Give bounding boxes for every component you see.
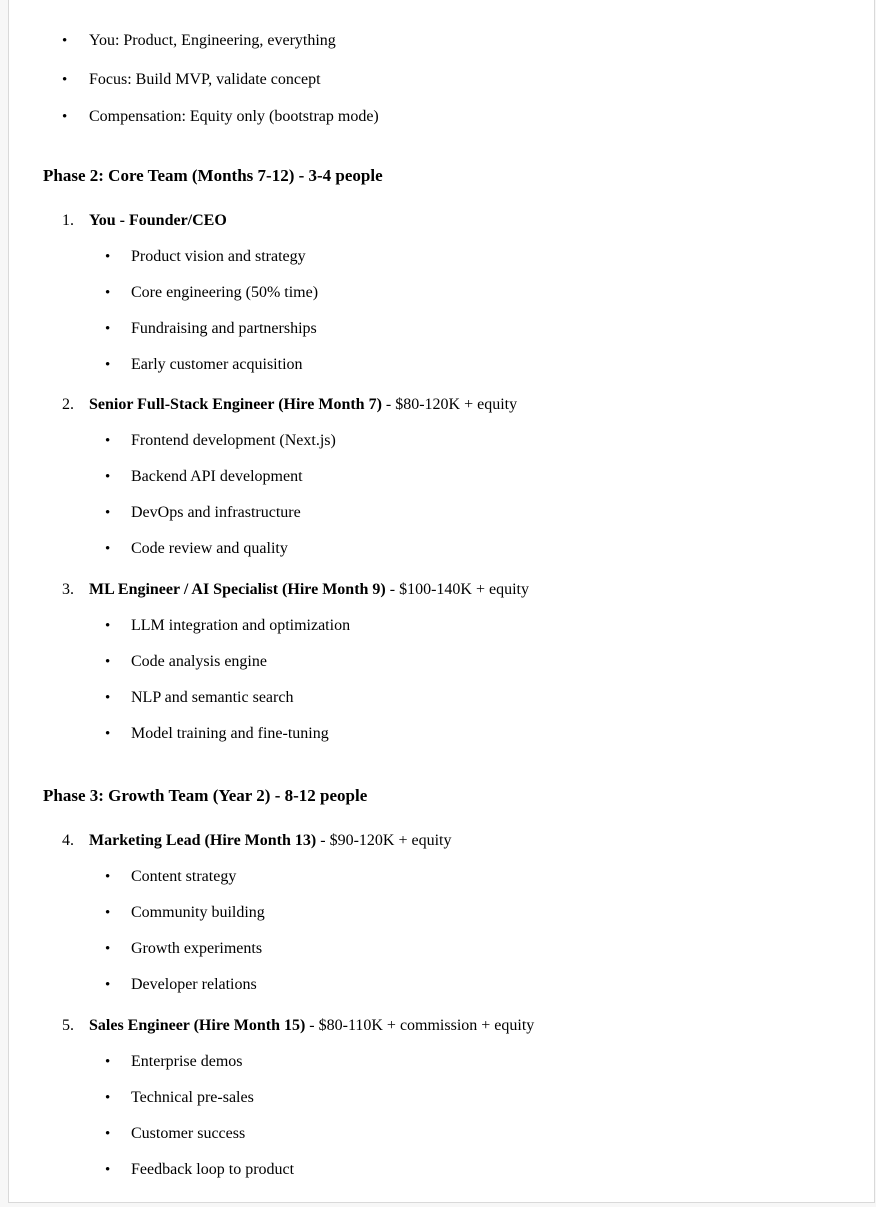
role-text bbox=[89, 211, 227, 231]
duty-item bbox=[9, 652, 874, 672]
duty-text: Code review and quality bbox=[131, 540, 288, 557]
duty-item bbox=[9, 1124, 874, 1144]
bullet-icon: • bbox=[105, 1054, 111, 1070]
duty-item bbox=[9, 867, 874, 887]
duty-text: Backend API development bbox=[131, 468, 303, 485]
duty-item bbox=[9, 903, 874, 923]
role-text bbox=[89, 831, 451, 851]
duty-text: Technical pre-sales bbox=[131, 1089, 254, 1106]
document-page[interactable] bbox=[8, 0, 875, 1203]
bullet-icon: • bbox=[105, 654, 111, 670]
bullet-icon: • bbox=[105, 1090, 111, 1106]
duty-text: Code analysis engine bbox=[131, 653, 267, 670]
bullet-icon: • bbox=[105, 433, 111, 449]
role-detail: - $80-120K + equity bbox=[381, 396, 518, 413]
bullet-icon: • bbox=[62, 109, 68, 125]
role-title: Marketing Lead (Hire Month 13) bbox=[89, 832, 317, 849]
role-title: Senior Full-Stack Engineer (Hire Month 7) bbox=[89, 396, 382, 413]
bullet-icon: • bbox=[105, 977, 111, 993]
duty-item bbox=[9, 503, 874, 523]
duty-text: DevOps and infrastructure bbox=[131, 504, 301, 521]
list-number: 1. bbox=[62, 212, 74, 229]
bullet-icon: • bbox=[105, 505, 111, 521]
intro-bullet-text: Compensation: Equity only (bootstrap mode) bbox=[89, 108, 379, 125]
role-title: You - Founder/CEO bbox=[89, 212, 227, 229]
role-title: ML Engineer / AI Specialist (Hire Month 9) bbox=[89, 581, 386, 598]
list-item bbox=[9, 70, 874, 90]
bullet-icon: • bbox=[105, 249, 111, 265]
list-number: 3. bbox=[62, 581, 74, 598]
duty-item bbox=[9, 319, 874, 339]
duty-item bbox=[9, 724, 874, 744]
duty-item bbox=[9, 283, 874, 303]
list-number: 2. bbox=[62, 396, 74, 413]
role-title: Sales Engineer (Hire Month 15) bbox=[89, 1017, 306, 1034]
list-number: 4. bbox=[62, 832, 74, 849]
numbered-role-item bbox=[9, 1016, 874, 1036]
bullet-icon: • bbox=[105, 357, 111, 373]
bullet-icon: • bbox=[62, 33, 68, 49]
duty-text: Early customer acquisition bbox=[131, 356, 303, 373]
duty-text: Fundraising and partnerships bbox=[131, 320, 317, 337]
role-detail: - $80-110K + commission + equity bbox=[305, 1017, 535, 1034]
bullet-icon: • bbox=[105, 941, 111, 957]
bullet-icon: • bbox=[105, 321, 111, 337]
duty-text: Core engineering (50% time) bbox=[131, 284, 319, 301]
duty-text: Content strategy bbox=[131, 868, 237, 885]
duty-text: Customer success bbox=[131, 1125, 246, 1142]
bullet-icon: • bbox=[105, 869, 111, 885]
list-item bbox=[9, 31, 874, 51]
duty-text: Enterprise demos bbox=[131, 1053, 243, 1070]
role-text bbox=[89, 580, 529, 600]
duty-text: Model training and fine-tuning bbox=[131, 725, 329, 742]
role-detail: - $90-120K + equity bbox=[316, 832, 452, 849]
numbered-role-item bbox=[9, 211, 874, 231]
bullet-icon: • bbox=[105, 1162, 111, 1178]
duty-item bbox=[9, 247, 874, 267]
duty-item bbox=[9, 975, 874, 995]
intro-bullet-text: You: Product, Engineering, everything bbox=[89, 32, 336, 49]
bullet-icon: • bbox=[105, 1126, 111, 1142]
numbered-role-item bbox=[9, 395, 874, 415]
duty-item bbox=[9, 1160, 874, 1180]
list-number: 5. bbox=[62, 1017, 74, 1034]
list-item bbox=[9, 107, 874, 127]
role-text bbox=[89, 395, 517, 415]
bullet-icon: • bbox=[105, 726, 111, 742]
duty-item bbox=[9, 1052, 874, 1072]
phase2-heading: Phase 2: Core Team (Months 7-12) - 3-4 people bbox=[43, 166, 383, 185]
duty-text: Community building bbox=[131, 904, 265, 921]
duty-text: Product vision and strategy bbox=[131, 248, 306, 265]
bullet-icon: • bbox=[105, 541, 111, 557]
duty-item bbox=[9, 939, 874, 959]
duty-item bbox=[9, 431, 874, 451]
bullet-icon: • bbox=[105, 618, 111, 634]
bullet-icon: • bbox=[105, 905, 111, 921]
duty-text: NLP and semantic search bbox=[131, 689, 294, 706]
bullet-icon: • bbox=[105, 285, 111, 301]
duty-text: LLM integration and optimization bbox=[131, 617, 351, 634]
bullet-icon: • bbox=[105, 690, 111, 706]
duty-item bbox=[9, 688, 874, 708]
duty-text: Feedback loop to product bbox=[131, 1161, 295, 1178]
numbered-role-item bbox=[9, 831, 874, 851]
role-detail: - $100-140K + equity bbox=[385, 581, 529, 598]
duty-item bbox=[9, 467, 874, 487]
duty-item bbox=[9, 355, 874, 375]
bullet-icon: • bbox=[62, 72, 68, 88]
duty-text: Developer relations bbox=[131, 976, 257, 993]
duty-item bbox=[9, 1088, 874, 1108]
duty-item bbox=[9, 616, 874, 636]
bullet-icon: • bbox=[105, 469, 111, 485]
phase3-heading: Phase 3: Growth Team (Year 2) - 8-12 people bbox=[43, 786, 368, 805]
duty-text: Growth experiments bbox=[131, 940, 263, 957]
duty-item bbox=[9, 539, 874, 559]
numbered-role-item bbox=[9, 580, 874, 600]
intro-bullet-text: Focus: Build MVP, validate concept bbox=[89, 71, 321, 88]
duty-text: Frontend development (Next.js) bbox=[131, 432, 336, 449]
role-text bbox=[89, 1016, 534, 1036]
